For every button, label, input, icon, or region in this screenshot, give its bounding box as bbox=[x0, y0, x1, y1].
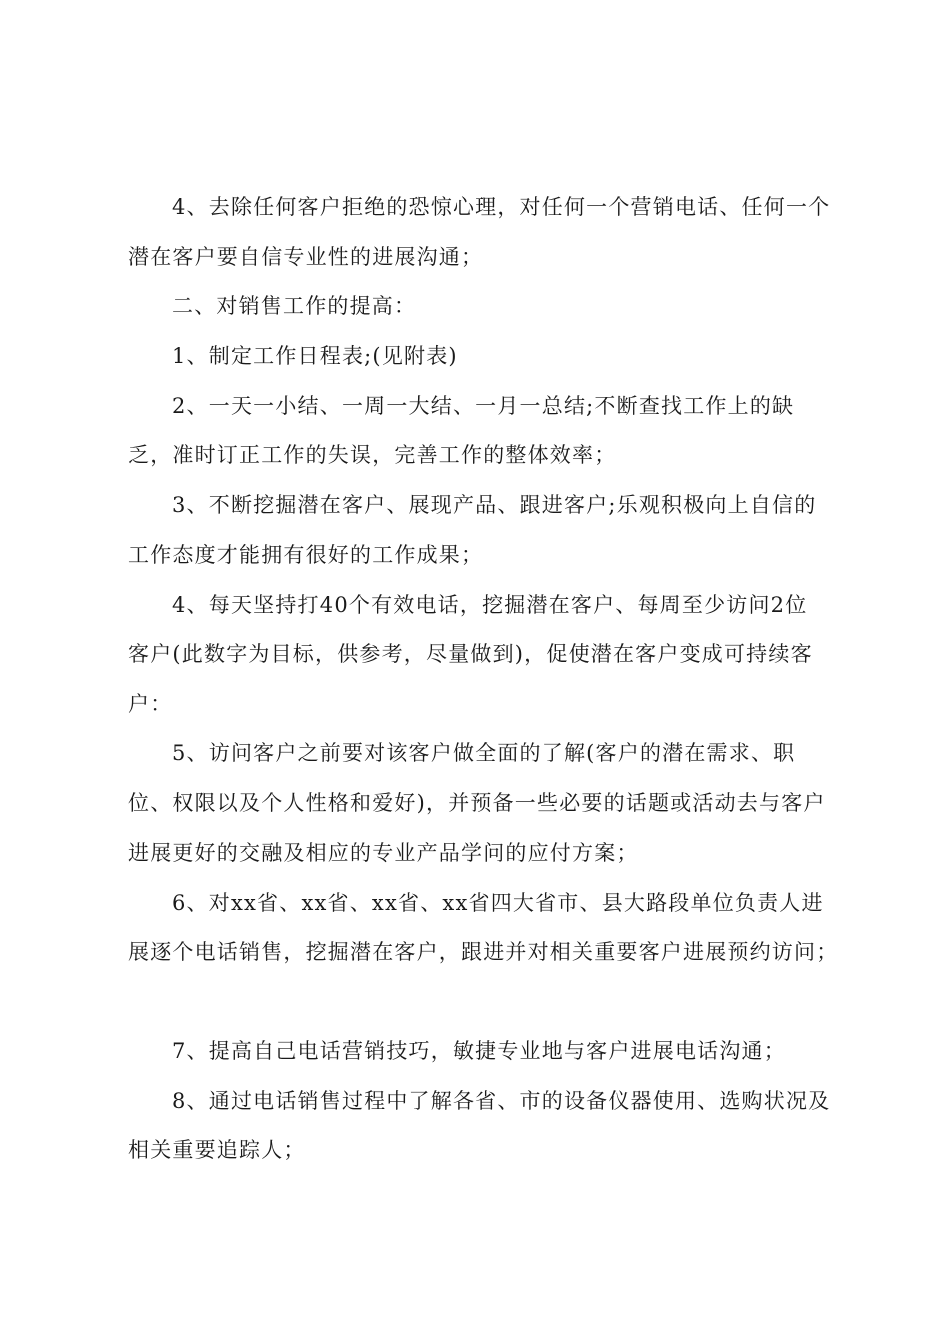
item-1-line-1: 1、制定工作日程表;(见附表) bbox=[172, 344, 458, 368]
item-5-line-2: 位、权限以及个人性格和爱好)，并预备一些必要的话题或活动去与客户 bbox=[128, 791, 826, 815]
item-3-line-1: 3、不断挖掘潜在客户、展现产品、跟进客户;乐观积极向上自信的 bbox=[172, 493, 817, 517]
item-3-line-2: 工作态度才能拥有很好的工作成果； bbox=[128, 543, 484, 567]
item-8-line-2: 相关重要追踪人； bbox=[128, 1138, 306, 1162]
item-2-line-2: 乏，准时订正工作的失误，完善工作的整体效率； bbox=[128, 443, 617, 467]
item-6-line-2: 展逐个电话销售，挖掘潜在客户，跟进并对相关重要客户进展预约访问； bbox=[128, 940, 839, 964]
section-heading-2: 二、对销售工作的提高： bbox=[172, 294, 417, 318]
item-4-line-2: 客户(此数字为目标，供参考，尽量做到)，促使潜在客户变成可持续客 bbox=[128, 642, 813, 666]
item-5-line-3: 进展更好的交融及相应的专业产品学问的应付方案； bbox=[128, 841, 639, 865]
item-4-line-1: 4、每天坚持打40个有效电话，挖掘潜在客户、每周至少访问2位 bbox=[172, 593, 808, 617]
item-5-line-1: 5、访问客户之前要对该客户做全面的了解(客户的潜在需求、职 bbox=[172, 741, 796, 765]
item-7-line-1: 7、提高自己电话营销技巧，敏捷专业地与客户进展电话沟通； bbox=[172, 1039, 786, 1063]
item-6-line-1: 6、对xx省、xx省、xx省、xx省四大省市、县大路段单位负责人进 bbox=[172, 891, 824, 915]
paragraph-4-line-1: 4、去除任何客户拒绝的恐惊心理，对任何一个营销电话、任何一个 bbox=[172, 195, 831, 219]
item-2-line-1: 2、一天一小结、一周一大结、一月一总结;不断查找工作上的缺 bbox=[172, 394, 795, 418]
item-8-line-1: 8、通过电话销售过程中了解各省、市的设备仪器使用、选购状况及 bbox=[172, 1089, 831, 1113]
paragraph-4-line-2: 潜在客户要自信专业性的进展沟通； bbox=[128, 245, 484, 269]
item-4-line-3: 户： bbox=[128, 692, 173, 716]
